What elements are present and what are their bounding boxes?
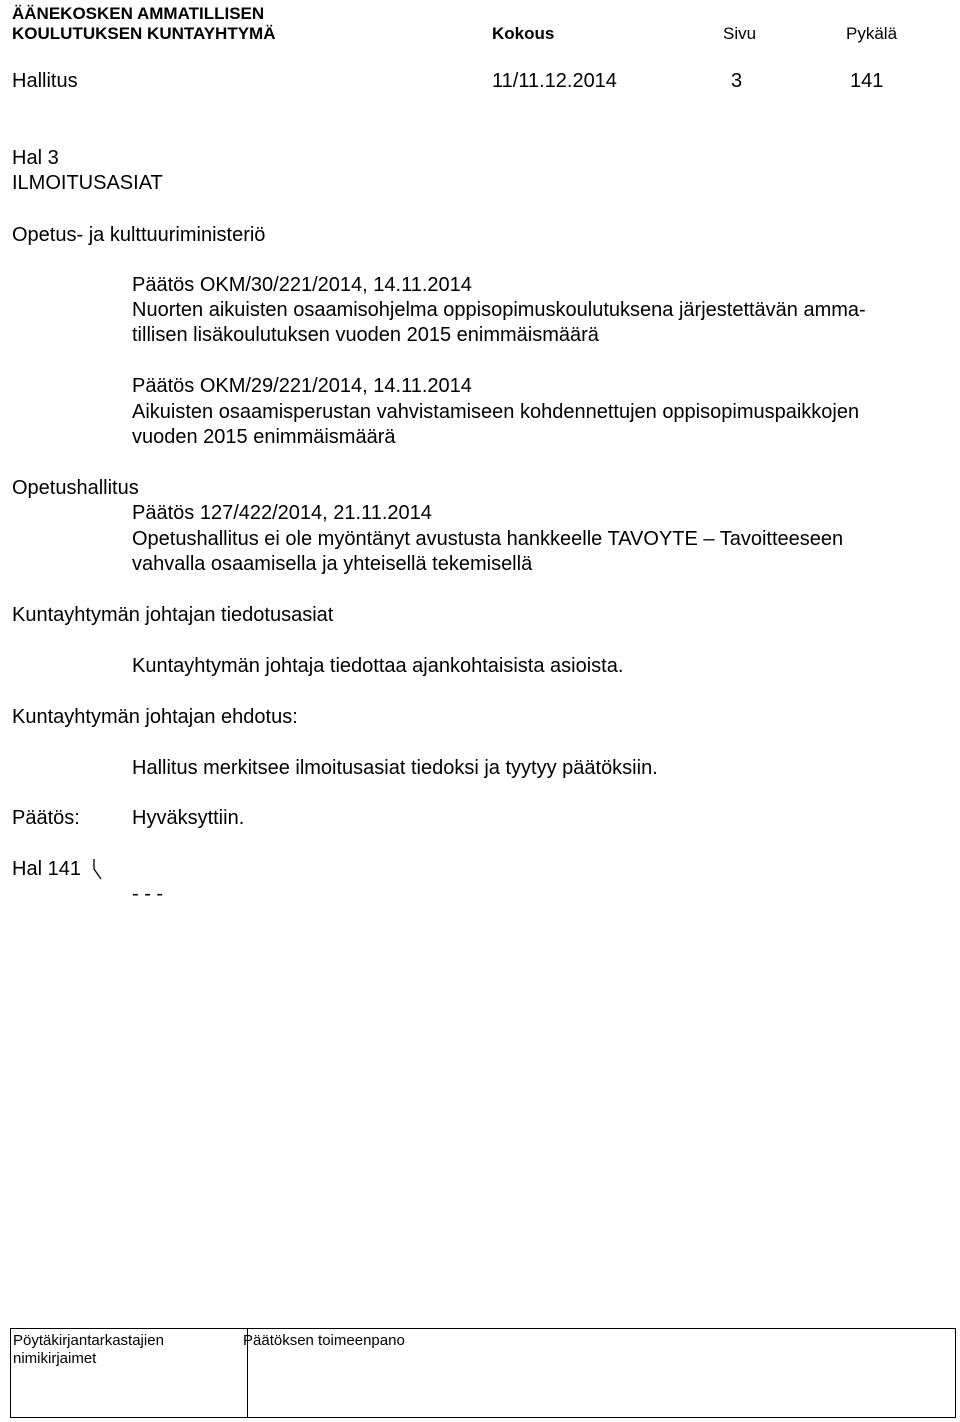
ministry-heading: Opetus- ja kulttuuriministeriö bbox=[12, 224, 266, 246]
ministry-item-1-line2: tillisen lisäkoulutuksen vuoden 2015 enimmäismäärä bbox=[132, 324, 599, 346]
director-info-text: Kuntayhtymän johtaja tiedottaa ajankohtaisista asioista. bbox=[132, 655, 624, 677]
section-ref: Hal 3 bbox=[12, 147, 59, 169]
ministry-item-1-line1: Nuorten aikuisten osaamisohjelma oppisopimuskoulutuksena järjestettävän amma- bbox=[132, 299, 866, 321]
footer-verifiers-line1: Pöytäkirjantarkastajien bbox=[13, 1332, 164, 1349]
footer-verifiers-line2: nimikirjaimet bbox=[13, 1350, 97, 1367]
footer-execution-label: Päätöksen toimeenpano bbox=[243, 1332, 405, 1349]
board-item-1-line1: Opetushallitus ei ole myöntänyt avustusta hankkeelle TAVOYTE – Tavoitteeseen bbox=[132, 528, 844, 550]
header-page-number: 3 bbox=[731, 70, 743, 92]
org-name-line1: ÄÄNEKOSKEN AMMATILLISEN bbox=[12, 4, 265, 23]
section-mark-icon bbox=[90, 858, 104, 880]
ministry-item-2-line2: vuoden 2015 enimmäismäärä bbox=[132, 426, 396, 448]
end-dashes: - - - bbox=[132, 883, 164, 905]
proposal-text: Hallitus merkitsee ilmoitusasiat tiedoksi ja tyytyy päätöksiin. bbox=[132, 757, 658, 779]
org-name-line2: KOULUTUKSEN KUNTAYHTYMÄ bbox=[12, 24, 276, 43]
header-section-number: 141 bbox=[850, 70, 884, 92]
header-page-label: Sivu bbox=[723, 24, 757, 43]
board-heading: Opetushallitus bbox=[12, 477, 139, 499]
board-item-1-line2: vahvalla osaamisella ja yhteisellä tekemisellä bbox=[132, 553, 533, 575]
ministry-item-1-ref: Päätös OKM/30/221/2014, 14.11.2014 bbox=[132, 274, 472, 296]
proposal-heading: Kuntayhtymän johtajan ehdotus: bbox=[12, 706, 298, 728]
header-meeting-label: Kokous bbox=[492, 24, 555, 43]
board-item-1-ref: Päätös 127/422/2014, 21.11.2014 bbox=[132, 502, 432, 524]
header-section-label: Pykälä bbox=[846, 24, 898, 43]
page-title: ILMOITUSASIAT bbox=[12, 172, 163, 194]
ministry-item-2-line1: Aikuisten osaamisperustan vahvistamiseen kohdennettujen oppisopimuspaikkojen bbox=[132, 401, 860, 423]
header-body-name: Hallitus bbox=[12, 70, 78, 92]
ministry-item-2-ref: Päätös OKM/29/221/2014, 14.11.2014 bbox=[132, 375, 472, 397]
header-meeting-date: 11/11.12.2014 bbox=[492, 70, 617, 92]
hal-ref: Hal 141 bbox=[12, 858, 81, 880]
decision-text: Hyväksyttiin. bbox=[132, 807, 245, 829]
footer-signature-box bbox=[10, 1328, 956, 1418]
director-info-heading: Kuntayhtymän johtajan tiedotusasiat bbox=[12, 604, 334, 626]
decision-label: Päätös: bbox=[12, 807, 80, 829]
